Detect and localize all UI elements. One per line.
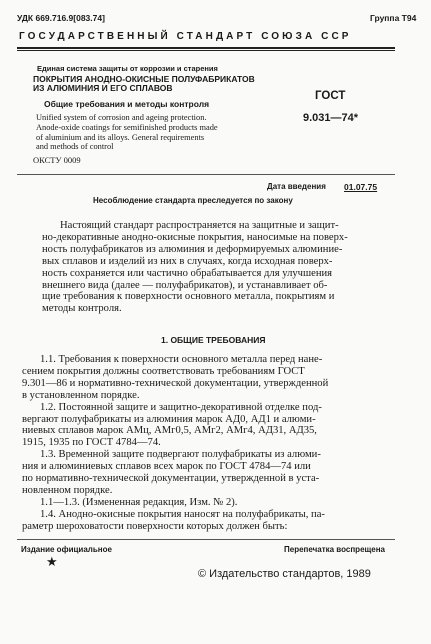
section-line: 1.3. Временной защите подвергают полуфабрикаты из алюми- [40, 449, 321, 461]
paragraph-line: щие требования к поверхности основного металла, покрытиям и [42, 291, 335, 303]
english-title-line: of aluminium and its alloys. General requirements [36, 132, 205, 142]
legal-notice: Несоблюдение стандарта преследуется по закону [93, 196, 293, 205]
header-rule [17, 47, 395, 49]
header-rule-thin [17, 50, 395, 51]
standard-system: Единая система защиты от коррозии и старения [37, 64, 218, 73]
section-line: 1.1—1.3. (Измененная редакция, Изм. № 2). [40, 496, 238, 508]
section-line: 9.301—86 и нормативно-технической документации, утвержденной [22, 377, 329, 389]
section-line: раметр шероховатости поверхности которых должен быть: [22, 520, 288, 532]
section-line: ниевых сплавов марок АМц, АМг0,5, АМг2, АМг4, АД31, АД35, [22, 425, 317, 437]
standard-title-line-1: ПОКРЫТИЯ АНОДНО-ОКИСНЫЕ ПОЛУФАБРИКАТОВ [33, 74, 255, 84]
standard-title-line-2: ИЗ АЛЮМИНИЯ И ЕГО СПЛАВОВ [33, 83, 173, 93]
intro-date: 01.07.75 [344, 182, 378, 192]
section-line: ния и алюминиевых сплавов всех марок по ГОСТ 4784—74 или [22, 461, 311, 473]
section-line: новленном порядке. [22, 484, 113, 496]
section-line: 1.2. Постоянной защите и защитно-декоративной отделке под- [40, 401, 322, 413]
paragraph-line: методы контроля. [42, 303, 122, 315]
english-title-line: and methods of control [36, 142, 114, 152]
paragraph-line: Настоящий стандарт распространяется на защитные и защит- [60, 220, 339, 231]
okstu-code: ОКСТУ 0009 [33, 155, 81, 165]
english-title-line: Anode-oxide coatings for semifinished products made [36, 122, 218, 132]
group-code: Группа Т94 [370, 13, 417, 23]
section-line: 1.4. Анодно-окисные покрытия наносят на полуфабрикаты, па- [40, 508, 325, 520]
section-line: 1.1. Требования к поверхности основного металла перед нане- [40, 354, 323, 365]
section-line: по нормативно-технической документации, утвержденной в уста- [22, 473, 320, 485]
scope-paragraph [22, 220, 412, 315]
section-1-body [22, 354, 412, 533]
intro-rule [17, 174, 395, 175]
gost-label: ГОСТ [315, 90, 346, 102]
section-line: в установленном порядке. [22, 389, 140, 401]
english-title-line: Unified system of corrosion and ageing protection. [36, 113, 207, 122]
paragraph-line: ность сохраняется или частично обрабатывается для улучшения [42, 267, 333, 279]
state-standard-title: ГОСУДАРСТВЕННЫЙ СТАНДАРТ СОЮЗА ССР [19, 31, 352, 42]
edition-label: Издание официальное [21, 545, 112, 554]
standard-subtitle: Общие требования и методы контроля [44, 99, 210, 109]
copyright: © Издательство стандартов, 1989 [198, 568, 371, 580]
paragraph-line: вых сплавов и изделий из них в случаях, когда исходная поверх- [42, 255, 333, 267]
section-line: сением покрытия должны соответствовать требованиям ГОСТ [22, 365, 305, 377]
section-line: вергают полуфабрикаты из алюминия марок АД0, АД1 и алюми- [22, 413, 316, 425]
section-line: 1915, 1935 по ГОСТ 4784—74. [22, 437, 161, 449]
paragraph-line: но-декоративные анодно-окисные покрытия, наносимые на поверх- [42, 231, 348, 243]
star-icon: ★ [46, 554, 58, 569]
paragraph-line: ность полуфабрикатов из алюминия и деформируемых алюминие- [42, 243, 343, 255]
gost-number: 9.031—74* [303, 112, 359, 124]
paragraph-line: внешнего вида (далее — полуфабрикатов), и устанавливает об- [42, 279, 328, 291]
reprint-notice: Перепечатка воспрещена [284, 545, 385, 554]
intro-date-label: Дата введения [267, 182, 326, 191]
english-title [36, 113, 218, 152]
section-heading: 1. ОБЩИЕ ТРЕБОВАНИЯ [161, 335, 266, 345]
footer-rule [17, 539, 395, 540]
udk-code: УДК 669.716.9[083.74] [17, 13, 105, 23]
